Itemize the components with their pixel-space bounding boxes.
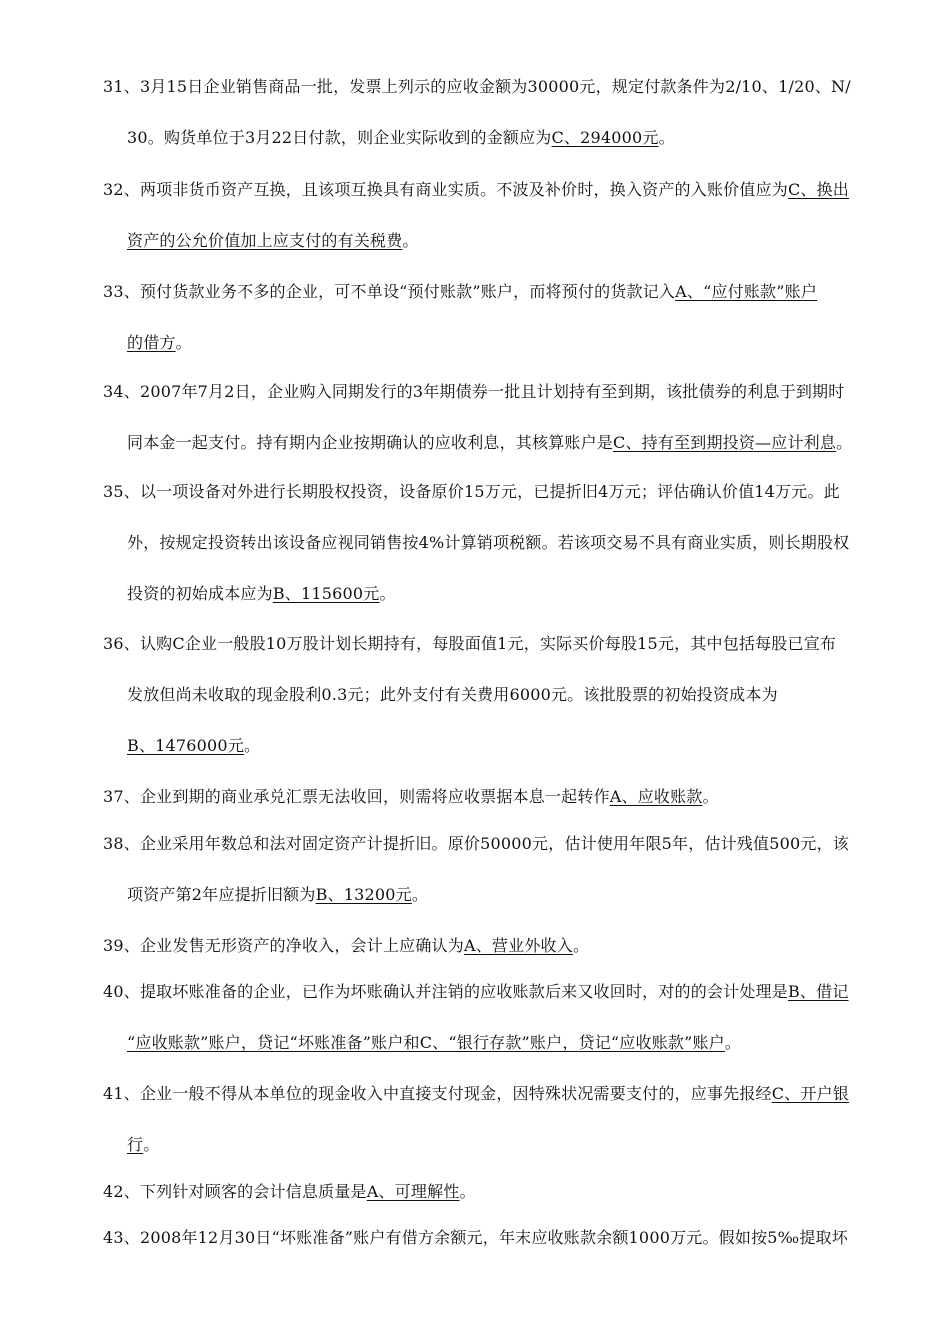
question-text xyxy=(103,785,883,809)
question-item xyxy=(103,934,883,958)
question-text xyxy=(103,280,883,304)
question-text xyxy=(103,1082,883,1106)
punctuation: 。 xyxy=(572,936,590,955)
question-stem: 项资产第2年应提折旧额为 xyxy=(127,885,316,904)
answer-underlined: B、115600元 xyxy=(272,584,380,603)
question-text xyxy=(103,934,883,958)
question-continuation xyxy=(103,229,883,253)
question-stem: 39、企业发售无形资产的净收入，会计上应确认为 xyxy=(103,936,464,955)
punctuation: 。 xyxy=(836,433,853,452)
question-stem: 32、两项非货币资产互换，且该项互换具有商业实质。不波及补价时，换入资产的入账价值应为 xyxy=(103,180,788,199)
punctuation: 。 xyxy=(244,736,261,755)
question-text xyxy=(103,480,883,504)
answer-underlined: A、应收账款 xyxy=(609,787,703,806)
question-text xyxy=(103,75,883,99)
question-stem: 33、预付货款业务不多的企业，可不单设“预付账款”账户，而将预付的货款记入 xyxy=(103,282,676,301)
punctuation: 。 xyxy=(459,1182,476,1201)
question-item xyxy=(103,785,883,809)
question-continuation xyxy=(103,126,883,150)
question-continuation xyxy=(103,1031,883,1055)
question-continuation xyxy=(103,431,883,455)
question-stem: 31、3月15日企业销售商品一批，发票上列示的应收金额为30000元，规定付款条件为2/10、1/20、N/ xyxy=(103,77,851,96)
question-stem: 投资的初始成本应为 xyxy=(127,584,273,603)
question-continuation xyxy=(103,883,883,907)
answer-underlined: 的借方 xyxy=(127,333,176,352)
question-item xyxy=(103,480,883,606)
answer-underlined: B、借记 xyxy=(787,982,849,1001)
question-item xyxy=(103,980,883,1055)
question-stem: 35、以一项设备对外进行长期股权投资，设备原价15万元，已提折旧4万元；评估确认价值14万元。此 xyxy=(103,482,840,501)
question-text xyxy=(103,832,883,856)
punctuation: 。 xyxy=(702,787,719,806)
punctuation: 。 xyxy=(143,1135,160,1154)
punctuation: 。 xyxy=(402,231,419,250)
question-item xyxy=(103,280,883,355)
question-stem: 41、企业一般不得从本单位的现金收入中直接支付现金，因特殊状况需要支付的，应事先报经 xyxy=(103,1084,772,1103)
answer-underlined: A、可理解性 xyxy=(366,1182,460,1201)
question-stem: 发放但尚未收取的现金股利0.3元；此外支付有关费用6000元。该批股票的初始投资成本为 xyxy=(127,685,778,704)
question-continuation xyxy=(103,1133,883,1157)
question-text xyxy=(103,980,883,1004)
question-stem: 外，按规定投资转出该设备应视同销售按4%计算销项税额。若该项交易不具有商业实质，则长期股权 xyxy=(127,533,850,552)
question-item xyxy=(103,75,883,150)
question-stem: 36、认购C企业一般股10万股计划长期持有，每股面值1元，实际买价每股15元，其中包括每股已宣布 xyxy=(103,634,837,653)
question-text xyxy=(103,380,883,404)
answer-underlined: 行 xyxy=(127,1135,144,1154)
question-stem: 同本金一起支付。持有期内企业按期确认的应收利息，其核算账户是 xyxy=(127,433,614,452)
question-stem: 38、企业采用年数总和法对固定资产计提折旧。原价50000元，估计使用年限5年，估计残值500元，该 xyxy=(103,834,849,853)
punctuation: 。 xyxy=(379,584,396,603)
question-item xyxy=(103,1226,883,1250)
answer-underlined: B、1476000元 xyxy=(127,736,245,755)
answer-underlined: A、营业外收入 xyxy=(463,936,573,955)
question-stem: 42、下列针对顾客的会计信息质量是 xyxy=(103,1182,367,1201)
punctuation: 。 xyxy=(411,885,429,904)
question-text xyxy=(103,1226,883,1250)
question-item xyxy=(103,380,883,455)
answer-underlined: 资产的公允价值加上应支付的有关税费 xyxy=(127,231,403,250)
question-continuation xyxy=(103,331,883,355)
question-continuation xyxy=(103,531,883,555)
punctuation: 。 xyxy=(658,128,675,147)
question-item xyxy=(103,1180,883,1204)
answer-underlined: A、“应付账款”账户 xyxy=(675,282,818,301)
question-stem: 34、2007年7月2日，企业购入同期发行的3年期债券一批且计划持有至到期，该批债券的利息于到期时 xyxy=(103,382,845,401)
punctuation: 。 xyxy=(175,333,192,352)
question-stem: 30。购货单位于3月22日付款，则企业实际收到的金额应为 xyxy=(127,128,552,147)
question-text xyxy=(103,1180,883,1204)
question-item xyxy=(103,178,883,253)
punctuation: 。 xyxy=(724,1033,742,1052)
answer-underlined: C、换出 xyxy=(787,180,850,199)
answer-underlined: “应收账款”账户，贷记“坏账准备”账户和C、“银行存款”账户，贷记“应收账款”账户 xyxy=(127,1033,725,1052)
question-stem: 40、提取坏账准备的企业，已作为坏账确认并注销的应收账款后来又收回时，对的的会计处理是 xyxy=(103,982,788,1001)
question-item xyxy=(103,632,883,758)
answer-underlined: C、持有至到期投资—应计利息 xyxy=(613,433,837,452)
question-text xyxy=(103,178,883,202)
question-item xyxy=(103,832,883,907)
question-continuation xyxy=(103,734,883,758)
question-item xyxy=(103,1082,883,1157)
answer-underlined: B、13200元 xyxy=(315,885,412,904)
question-stem: 37、企业到期的商业承兑汇票无法收回，则需将应收票据本息一起转作 xyxy=(103,787,610,806)
question-text xyxy=(103,632,883,656)
question-continuation xyxy=(103,683,883,707)
answer-underlined: C、294000元 xyxy=(551,128,659,147)
question-stem: 43、2008年12月30日“坏账准备”账户有借方余额元，年末应收账款余额1000万元。假如按5‰提取坏 xyxy=(103,1228,848,1247)
answer-underlined: C、开户银 xyxy=(771,1084,850,1103)
question-continuation xyxy=(103,582,883,606)
